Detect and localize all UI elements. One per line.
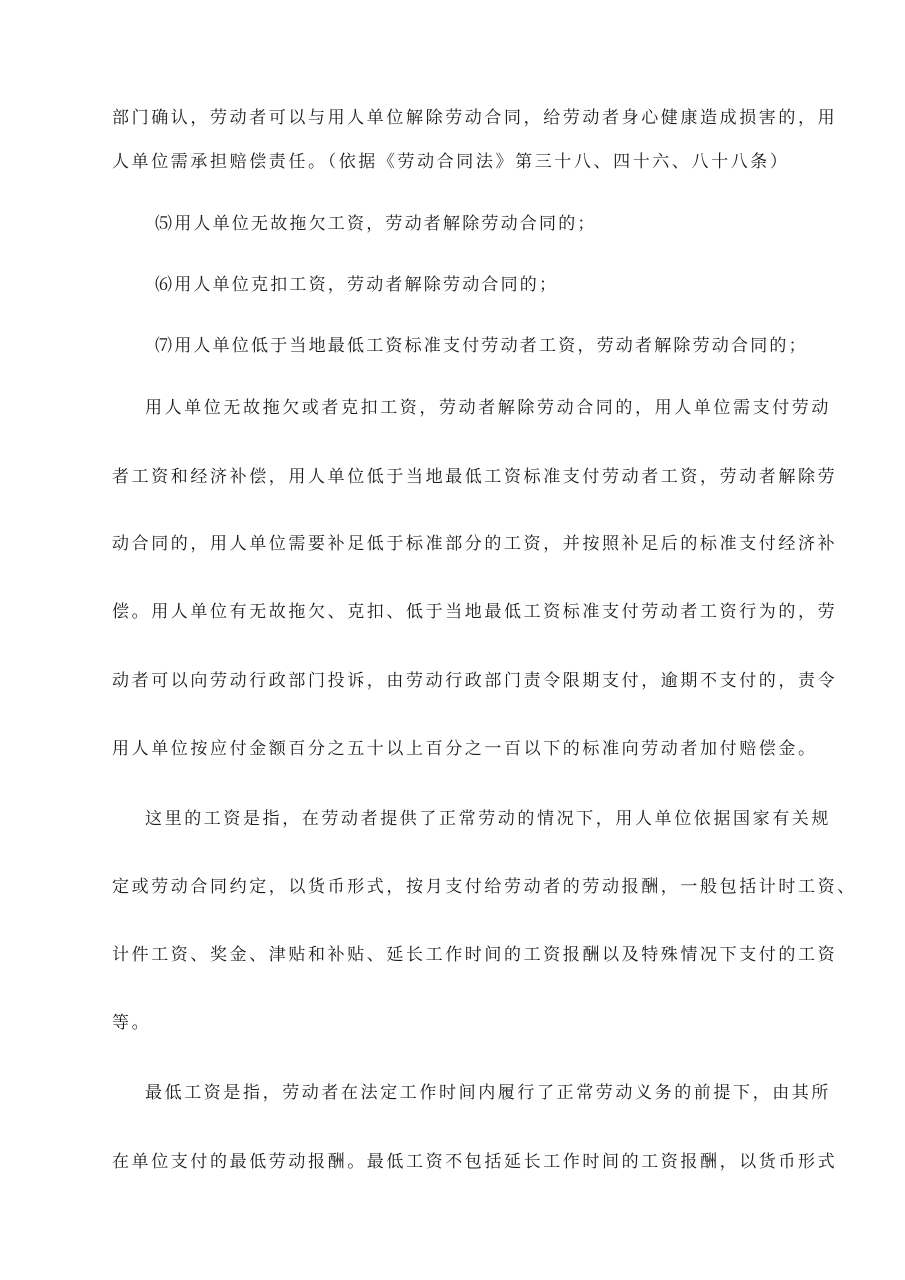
paragraph-2-line-4: 等。 (112, 1013, 152, 1033)
paragraph-2-line-1: 这里的工资是指，在劳动者提供了正常劳动的情况下，用人单位依据国家有关规 (145, 809, 831, 829)
text-line-2: 人单位需承担赔偿责任。（依据《劳动合同法》第三十八、四十六、八十八条） (112, 152, 790, 172)
paragraph-2-line-3: 计件工资、奖金、津贴和补贴、延长工作时间的工资报酬以及特殊情况下支付的工资 (112, 945, 838, 965)
paragraph-1-line-1: 用人单位无故拖欠或者克扣工资，劳动者解除劳动合同的，用人单位需支付劳动 (145, 398, 831, 418)
text-line-1: 部门确认，劳动者可以与用人单位解除劳动合同，给劳动者身心健康造成损害的，用 (112, 108, 838, 128)
paragraph-3-line-2: 在单位支付的最低劳动报酬。最低工资不包括延长工作时间的工资报酬，以货币形式 (112, 1152, 838, 1172)
list-item-5: ⑸用人单位无故拖欠工资，劳动者解除劳动合同的； (155, 214, 597, 234)
paragraph-1-line-6: 用人单位按应付金额百分之五十以上百分之一百以下的标准向劳动者加付赔偿金。 (112, 739, 818, 759)
paragraph-1-line-4: 偿。用人单位有无故拖欠、克扣、低于当地最低工资标准支付劳动者工资行为的，劳 (112, 602, 838, 622)
list-item-6: ⑹用人单位克扣工资，劳动者解除劳动合同的； (155, 275, 559, 295)
paragraph-3-line-1: 最低工资是指，劳动者在法定工作时间内履行了正常劳动义务的前提下，由其所 (145, 1083, 831, 1103)
paragraph-1-line-5: 动者可以向劳动行政部门投诉，由劳动行政部门责令限期支付，逾期不支付的，责令 (112, 671, 838, 691)
list-item-7: ⑺用人单位低于当地最低工资标准支付劳动者工资，劳动者解除劳动合同的； (155, 336, 808, 356)
paragraph-2-line-2: 定或劳动合同约定，以货币形式，按月支付给劳动者的劳动报酬，一般包括计时工资、 (112, 877, 857, 897)
paragraph-1-line-2: 者工资和经济补偿，用人单位低于当地最低工资标准支付劳动者工资，劳动者解除劳 (112, 467, 838, 487)
paragraph-1-line-3: 动合同的，用人单位需要补足低于标准部分的工资，并按照补足后的标准支付经济补 (112, 534, 838, 554)
